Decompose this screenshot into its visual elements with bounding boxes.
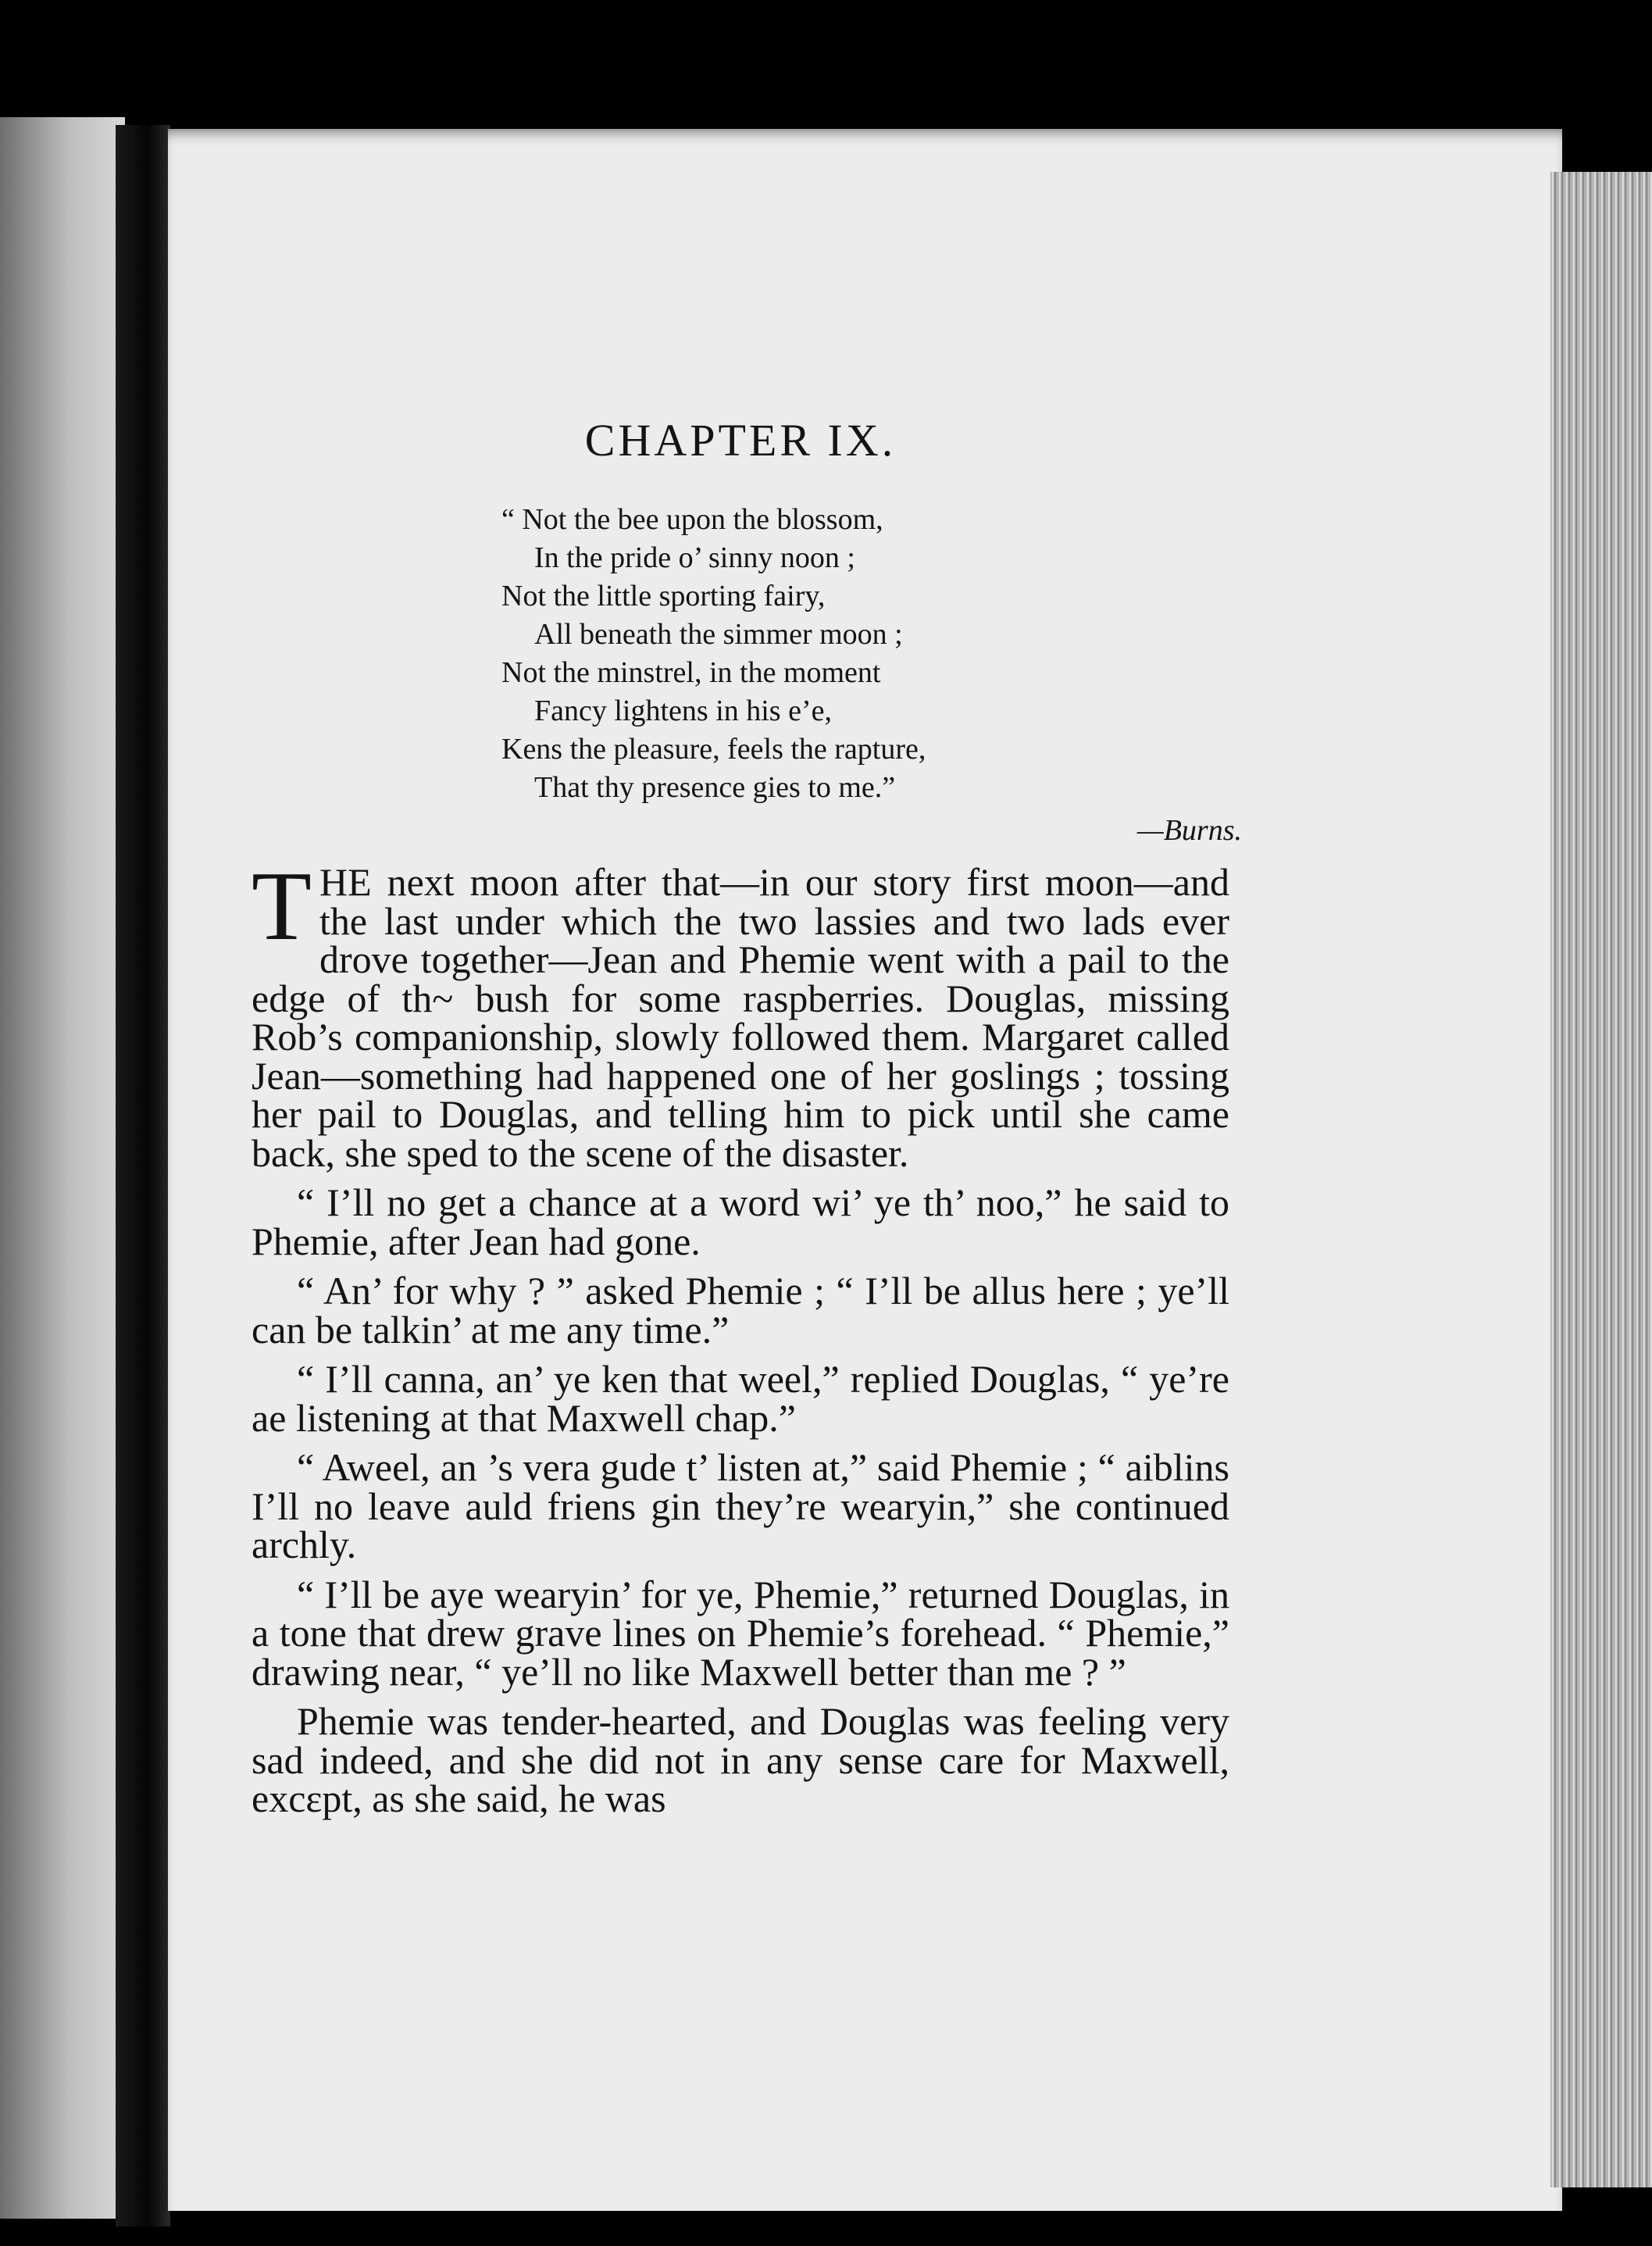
paragraph: “ I’ll canna, an’ ye ken that weel,” replied Douglas, “ ye’re ae listening at that Maxwell chap.”	[252, 1357, 1229, 1440]
epigraph-line: Not the little sporting fairy,	[501, 580, 826, 612]
epigraph-line: “ Not the bee upon the blossom,	[501, 503, 883, 536]
epigraph-line: In the pride o’ sinny noon ;	[534, 541, 855, 574]
book-gutter	[116, 125, 170, 2226]
chapter-title: CHAPTER IX.	[584, 415, 897, 466]
epigraph-line: Fancy lightens in his e’e,	[534, 695, 832, 727]
epigraph-line: Kens the pleasure, feels the rapture,	[501, 733, 926, 766]
epigraph-attribution: —Burns.	[1136, 814, 1242, 847]
chapter-body	[252, 852, 1229, 1820]
paragraph: “ I’ll be aye wearyin’ for ye, Phemie,” returned Douglas, in a tone that drew grave lines on Phemie’s forehead. “ Phemie,” drawing near, “ ye’ll no like Maxwell better than me ? ”	[252, 1572, 1229, 1694]
left-page-edge	[0, 117, 125, 2219]
epigraph-line: Not the minstrel, in the moment	[501, 656, 881, 689]
epigraph	[501, 501, 1229, 807]
epigraph-line: That thy presence gies to me.”	[534, 771, 896, 804]
paragraph	[252, 852, 1229, 1175]
paragraph-text: HE next moon after that—in our story first moon—and the last under which the two lassies and two lads ever drove together—Jean and Phemie went with a pail to the edge of th~ bush for some raspberries. Douglas, missing Rob’s companionship, slowly followed them. Margaret called Jean—something had happened one of her goslings ; tossing her pail to Douglas, and telling him to pick until she came back, she sped to the scene of the disaster.	[252, 860, 1229, 1175]
page-content	[252, 414, 1242, 1830]
page-stack-edges	[1550, 172, 1652, 2187]
paragraph: “ I’ll no get a chance at a word wi’ ye th’ noo,” he said to Phemie, after Jean had gone.	[252, 1180, 1229, 1263]
paragraph: “ Aweel, an ’s vera gude t’ listen at,” said Phemie ; “ aiblins I’ll no leave auld friens gin they’re wearyin,” she continued archly.	[252, 1445, 1229, 1566]
epigraph-line: All beneath the simmer moon ;	[534, 618, 903, 651]
paragraph: Phemie was tender-hearted, and Douglas was feeling very sad indeed, and she did not in any sense care for Maxwell, excεpt, as she said, he was	[252, 1699, 1229, 1820]
paragraph: “ An’ for why ? ” asked Phemie ; “ I’ll be allus here ; ye’ll can be talkin’ at me any time.”	[252, 1269, 1229, 1352]
drop-cap: T	[252, 852, 312, 961]
